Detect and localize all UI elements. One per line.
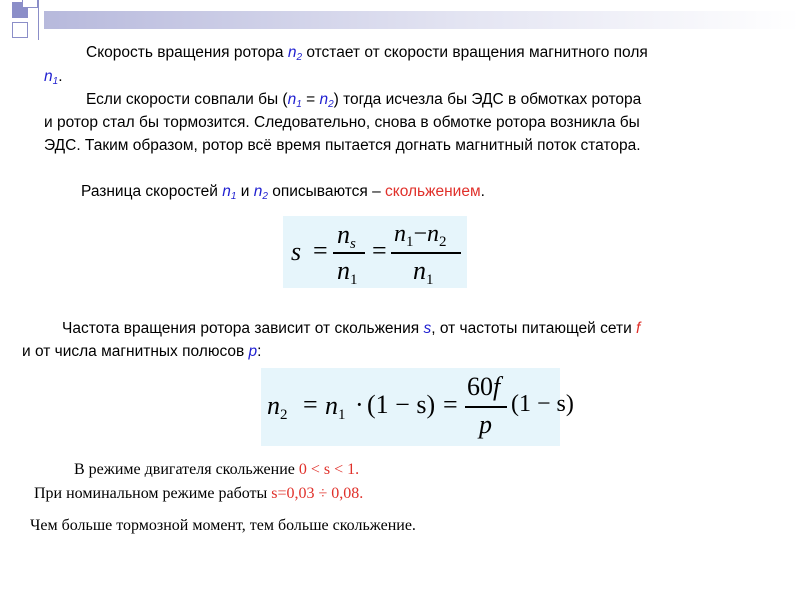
var-p: p xyxy=(248,343,258,360)
var-s: s xyxy=(423,320,432,337)
paragraph-7: Чем больше тормозной момент, тем больше скольжение. xyxy=(30,517,416,534)
f1-eq2: = xyxy=(372,236,387,265)
var-n2: $n_2$ xyxy=(287,44,303,63)
f2-n1: $n_1$ xyxy=(325,391,346,423)
paragraph-1-line-1: Скорость вращения ротора $n_2$ отстает от скорости вращения магнитного поля xyxy=(86,44,648,63)
f2-n2: $n_2$ xyxy=(267,391,288,423)
paragraph-3: Разница скоростей $n_1$ и $n_2$ описываются – скольжением. xyxy=(81,183,485,202)
var-n2: $n_2$ xyxy=(253,183,268,202)
paragraph-2-line-1: Если скорости совпали бы $(n_1 = n_2)$ тогда исчезла бы ЭДС в обмотках ротора xyxy=(86,91,642,110)
f2-numerator: 60f xyxy=(467,372,501,401)
f1-frac-line-2 xyxy=(391,252,461,254)
f1-ns: $n_s$ xyxy=(337,220,356,252)
f2-paren1: (1 − s) xyxy=(367,390,436,419)
var-n2: $n_2$ xyxy=(319,91,334,110)
deco-square xyxy=(22,0,38,8)
paragraph-2-line-3: ЭДС. Таким образом, ротор всё время пытается догнать магнитный поток статора. xyxy=(44,137,641,154)
deco-square xyxy=(12,22,28,38)
header-decoration xyxy=(0,0,800,40)
slip-range: 0 < s < 1. xyxy=(298,461,360,478)
deco-gradient-bar xyxy=(44,11,800,29)
term-slip: скольжением xyxy=(385,183,481,200)
f2-frac-line xyxy=(465,406,507,408)
f1-eq1: = xyxy=(313,236,328,265)
paragraph-4-line-2: и от числа магнитных полюсов p: xyxy=(22,343,262,360)
f2-denominator: p xyxy=(479,410,492,439)
var-n1: $n_1$ xyxy=(222,183,237,202)
f1-denominator: $n_1$ xyxy=(413,256,434,288)
var-n1: $n_1$ xyxy=(44,68,59,87)
f1-s: s xyxy=(291,237,302,266)
f1-numerator: $n_1-n_2$ xyxy=(394,221,447,250)
paragraph-2-line-2: и ротор стал бы тормозится. Следовательно, снова в обмотке ротора возникла бы xyxy=(44,114,640,131)
formula-rotor-speed xyxy=(261,368,574,446)
f1-n1-den: $n_1$ xyxy=(337,256,358,288)
paragraph-6: При номинальном режиме работы s=0,03 ÷ 0,08. xyxy=(34,485,364,502)
f2-eq1: = xyxy=(303,390,318,419)
var-f: f xyxy=(636,320,641,337)
paragraph-4-line-1: Частота вращения ротора зависит от скольжения s, от частоты питающей сети f xyxy=(62,320,641,337)
f2-eq2: = xyxy=(443,390,458,419)
formula-slip xyxy=(283,216,467,288)
deco-line xyxy=(38,0,39,40)
f1-frac-line-1 xyxy=(333,252,365,254)
paragraph-5: В режиме двигателя скольжение 0 < s < 1. xyxy=(74,461,360,478)
var-n1: $n_1$ xyxy=(287,91,302,110)
paragraph-1-line-2: $n_1$. xyxy=(44,68,63,87)
f2-paren2: (1 − s) xyxy=(511,391,574,417)
nominal-slip-value: s=0,03 ÷ 0,08. xyxy=(271,485,364,502)
f2-dot: · xyxy=(355,390,364,419)
